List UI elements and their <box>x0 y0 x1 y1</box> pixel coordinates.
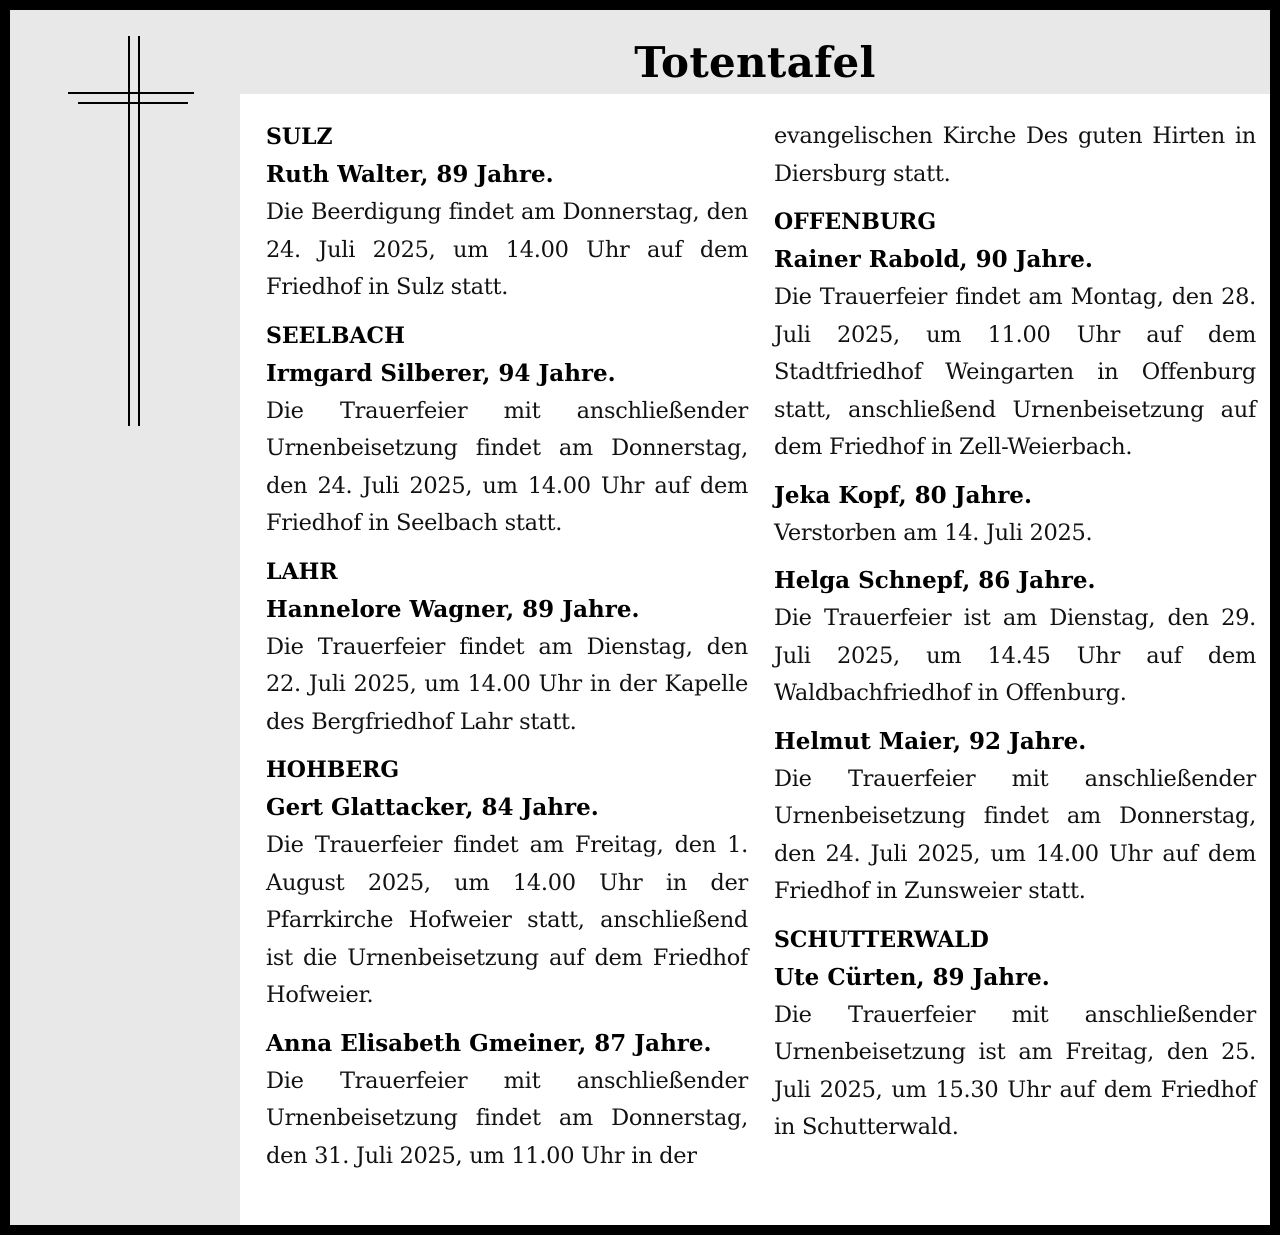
cross-icon <box>68 36 194 426</box>
page-title: Totentafel <box>634 38 876 87</box>
deceased-name: Irmgard Silberer, 94 Jahre. <box>266 359 616 387</box>
place-heading: SULZ <box>266 124 333 150</box>
place-heading: SCHUTTERWALD <box>774 926 989 953</box>
place-heading: HOHBERG <box>266 757 400 783</box>
ceremony-text: Die Beerdigung findet am Donnerstag, den 24. Juli 2025, um 14.00 Uhr auf dem Friedhof in Sulz statt. <box>266 199 748 300</box>
deceased-name: Ruth Walter, 89 Jahre. <box>266 161 554 188</box>
deceased-name: Ute Cürten, 89 Jahre. <box>774 963 1050 991</box>
obituary-entry <box>266 1025 748 1176</box>
obituary-entry <box>266 317 748 543</box>
ceremony-text: Die Trauerfeier findet am Freitag, den 1. August 2025, um 14.00 Uhr in der Pfarrkirche Hofweier statt, anschließend ist die Urnenbeisetzung auf dem Friedhof Hofweier. <box>266 832 748 1008</box>
ceremony-text: Verstorben am 14. Juli 2025. <box>774 519 1093 546</box>
deceased-name: Hannelore Wagner, 89 Jahre. <box>266 595 640 623</box>
deceased-name: Helga Schnepf, 86 Jahre. <box>774 567 1096 594</box>
place-heading: OFFENBURG <box>774 209 937 235</box>
obituary-entry <box>774 562 1256 713</box>
ceremony-text: Die Trauerfeier mit anschließender Urnenbeisetzung ist am Freitag, den 25. Juli 2025, um 15.30 Uhr auf dem Friedhof in Schutterwald. <box>774 1001 1256 1140</box>
left-column <box>266 118 748 1185</box>
obituary-entry <box>774 477 1256 553</box>
obituary-panel <box>240 94 1270 1225</box>
place-heading: LAHR <box>266 558 338 585</box>
obituary-entry <box>266 553 748 742</box>
ceremony-text: Die Trauerfeier findet am Montag, den 28. Juli 2025, um 11.00 Uhr auf dem Stadtfriedhof Weingarten in Offenburg statt, anschließend Urnenbeisetzung auf dem Friedhof in Zell-Weierbach. <box>774 284 1256 460</box>
ceremony-text: Die Trauerfeier mit anschließender Urnenbeisetzung findet am Donnerstag, den 24. Juli 2025, um 14.00 Uhr auf dem Friedhof in Zunsweier statt. <box>774 765 1256 904</box>
obituary-entry <box>266 751 748 1015</box>
ceremony-text: Die Trauerfeier ist am Dienstag, den 29. Juli 2025, um 14.45 Uhr auf dem Waldbachfriedhof in Offenburg. <box>774 605 1256 706</box>
right-column <box>774 118 1256 1157</box>
deceased-name: Rainer Rabold, 90 Jahre. <box>774 246 1093 273</box>
deceased-name: Anna Elisabeth Gmeiner, 87 Jahre. <box>266 1029 712 1057</box>
obituary-entry <box>266 118 748 307</box>
ceremony-text: Die Trauerfeier mit anschließender Urnenbeisetzung findet am Donnerstag, den 24. Juli 2025, um 14.00 Uhr auf dem Friedhof in Seelbach statt. <box>266 397 748 536</box>
ceremony-text: Die Trauerfeier findet am Dienstag, den 22. Juli 2025, um 14.00 Uhr in der Kapelle des Bergfriedhof Lahr statt. <box>266 633 748 735</box>
deceased-name: Jeka Kopf, 80 Jahre. <box>774 481 1032 509</box>
obituary-entry <box>774 723 1256 911</box>
deceased-name: Helmut Maier, 92 Jahre. <box>774 727 1087 755</box>
obituary-entry <box>774 203 1256 467</box>
obituary-entry <box>774 921 1256 1147</box>
deceased-name: Gert Glattacker, 84 Jahre. <box>266 794 599 821</box>
continued-text <box>774 118 1256 193</box>
place-heading: SEELBACH <box>266 322 405 349</box>
ceremony-text: evangelischen Kirche Des guten Hirten in Diersburg statt. <box>774 123 1256 187</box>
ceremony-text: Die Trauerfeier mit anschließender Urnenbeisetzung findet am Donnerstag, den 31. Juli 2025, um 11.00 Uhr in der <box>266 1067 748 1169</box>
